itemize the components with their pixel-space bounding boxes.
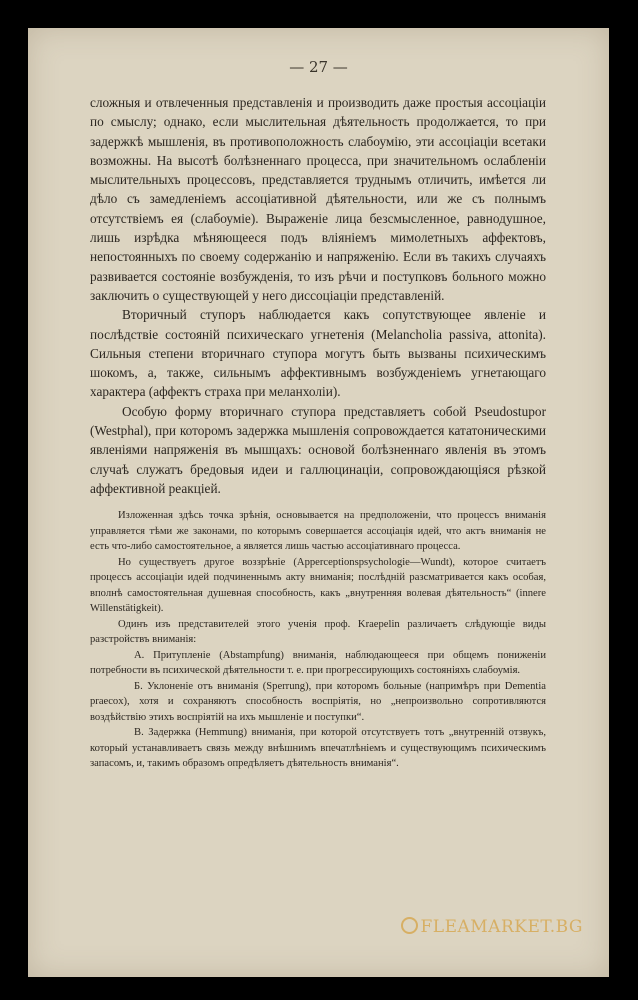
main-text (90, 93, 546, 498)
main-paragraph: Особую форму вторичнаго ступора представляетъ собой Pseudostupor (Westphal), при которомъ задержка мышленія сопровождается кататоническими явленіями напряженія въ мышцахъ: основой болѣзненнаго явленія въ этомъ случаѣ служатъ бредовыя идеи и галлюцинаціи, сопровождающіяся рѣзкой аффективной реакціей. (90, 403, 546, 496)
page-number: — 27 — (289, 58, 348, 76)
small-paragraph: Но существуетъ другое воззрѣніе (Apperceptionspsychologie—Wundt), которое считаетъ процессъ ассоціаціи идей подчиненнымъ акту вниманія; послѣдній разсматривается какъ особая, вполнѣ самостоятельная душевная способность, какъ „внутренняя волевая дѣятельность“ (innere Willenstätigkeit). (90, 556, 546, 615)
small-list-item: В. Задержка (Hemmung) вниманія, при которой отсутствуетъ тотъ „внутренній отзвукъ, который устанавливаетъ связь между внѣшнимъ впечатлѣніемъ и существующимъ психическимъ запасомъ, и, такимъ образомъ опредѣляетъ дѣятельность вниманія“. (90, 727, 546, 770)
book-page (28, 28, 609, 977)
main-paragraph: Вторичный ступоръ наблюдается какъ сопутствующее явленіе и послѣдствіе состояній психическаго угнетенія (Melancholia passiva, attonita). Сильныя степени вторичнаго ступора могутъ быть вызваны психическимъ шокомъ, а, также, сильнымъ аффективнымъ возбужденіемъ угнетающаго характера (аффектъ страха при меланхоліи). (90, 307, 546, 400)
page-body (90, 93, 546, 772)
small-paragraph: Одинъ изъ представителей этого ученія проф. Kraepelin различаетъ слѣдующіе виды разстройствъ вниманія: (90, 618, 546, 646)
watermark-text: FLEAMARKET.BG (420, 917, 583, 937)
main-paragraph: сложныя и отвлеченныя представленія и производить даже простыя ассоціаціи по смыслу; однако, если мыслительная дѣятельность продолжается, то при задержкѣ мышленія, въ противоположность слабоумію, эти ассоціаціи всетаки возможны. На высотѣ болѣзненнаго процесса, при значительномъ ослабленіи мыслительныхъ процессовъ, представляется труднымъ отличить, имѣется ли дѣло съ замедленіемъ ассоціативной дѣятельности, или же съ полнымъ отсутствіемъ ея (слабоуміе). Выраженіе лица безсмысленное, равнодушное, лишь изрѣдка мѣняющееся подъ вліяніемъ мимолетныхъ аффектовъ, непостоянныхъ по своему содержанію и напряженію. Если въ такихъ случаяхъ развивается состояніе возбужденія, то изъ рѣчи и поступковъ больного можно заключить о существующей у него диссоціаціи представленій. (90, 95, 546, 303)
watermark-logo-icon (401, 917, 418, 934)
watermark (401, 917, 584, 937)
small-list-item: Б. Уклоненіе отъ вниманія (Sperrung), при которомъ больные (напримѣръ при Dementia praecox), хотя и сохраняютъ способность воспріятія, но „непроизвольно сопротивляются воздѣйствію этихъ воспріятій на ихъ мышленіе и поступки“. (90, 680, 546, 723)
small-print-text (90, 508, 546, 772)
small-paragraph: Изложенная здѣсь точка зрѣнія, основывается на предположеніи, что процессъ вниманія управляется тѣми же законами, по которымъ совершается ассоціація идей, что актъ вниманія не есть что-либо самостоятельное, а является лишь частью ассоціативнаго процесса. (90, 510, 546, 553)
small-list-item: А. Притупленіе (Abstampfung) вниманія, наблюдающееся при общемъ пониженіи потребности въ психической дѣятельности т. е. при прогрессирующихъ состояніяхъ слабоумія. (90, 649, 546, 677)
